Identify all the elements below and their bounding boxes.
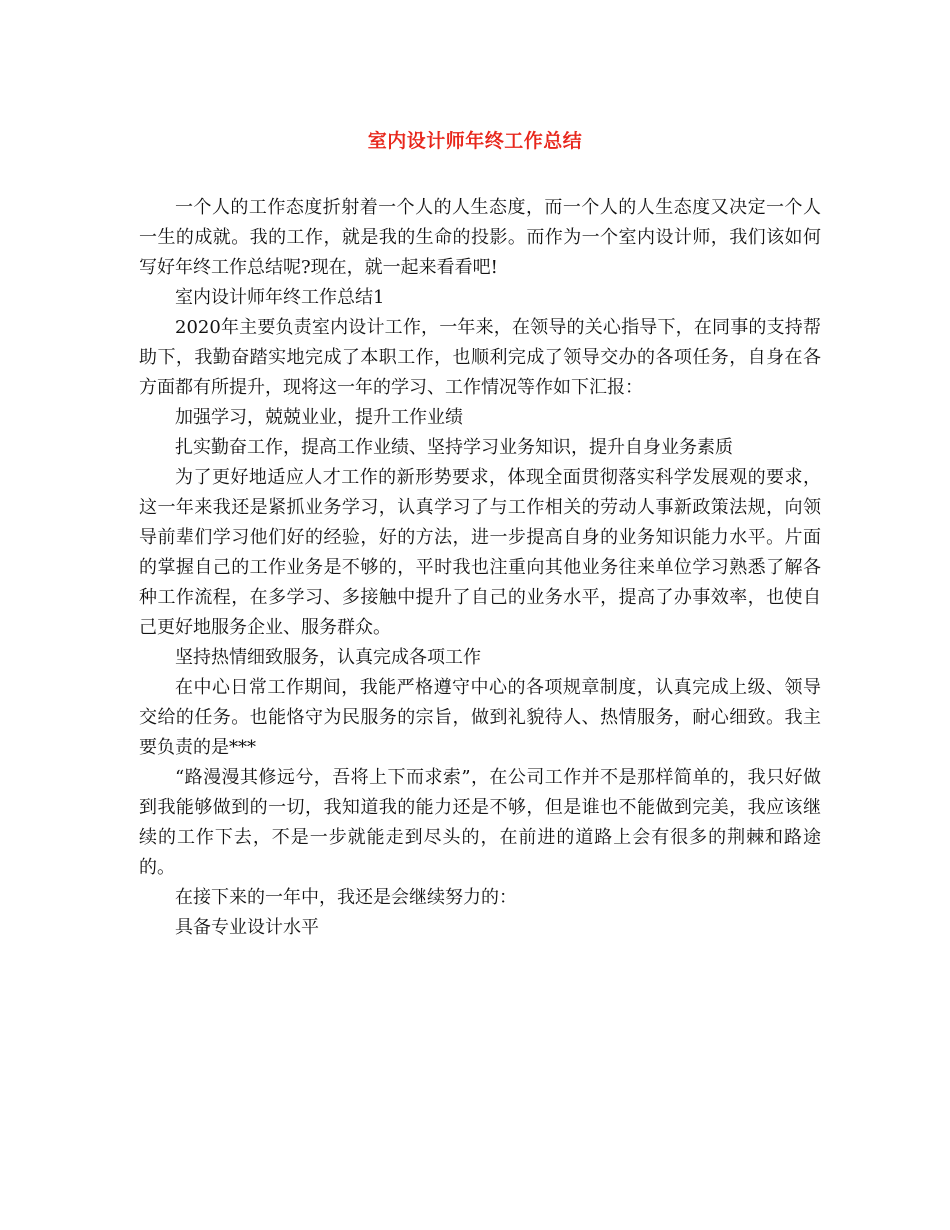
paragraph-learning: 为了更好地适应人才工作的新形势要求，体现全面贯彻落实科学发展观的要求，这一年来我还是紧抓业务学习，认真学习了与工作相关的劳动人事新政策法规，向领导前辈们学习他们好的经验，好的方法，进一步提高自身的业务知识能力水平。片面的掌握自己的工作业务是不够的，平时我也注重向其他业务往来单位学习熟悉了解各种工作流程，在多学习、多接触中提升了自己的业务水平，提高了办事效率，也使自己更好地服务企业、服务群众。 (139, 467, 821, 638)
section-heading-1: 室内设计师年终工作总结1 (175, 287, 385, 308)
subheading-learning: 加强学习，兢兢业业，提升工作业绩 (175, 407, 463, 428)
paragraph-overview: 2020年主要负责室内设计工作，一年来，在领导的关心指导下，在同事的支持帮助下，我勤奋踏实地完成了本职工作，也顺利完成了领导交办的各项任务，自身在各方面都有所提升，现将这一年的学习、工作情况等作如下汇报： (139, 317, 821, 398)
document-title: 室内设计师年终工作总结 (367, 130, 583, 152)
subheading-service: 坚持热情细致服务，认真完成各项工作 (175, 647, 481, 668)
paragraph-next-year: 在接下来的一年中，我还是会继续努力的： (175, 887, 517, 908)
paragraph-quote: “路漫漫其修远兮，吾将上下而求索”，在公司工作并不是那样简单的，我只好做到我能够做到的一切，我知道我的能力还是不够，但是谁也不能做到完美，我应该继续的工作下去，不是一步就能走到尽头的，在前进的道路上会有很多的荆棘和路途的。 (139, 767, 821, 878)
subheading-diligence: 扎实勤奋工作，提高工作业绩、坚持学习业务知识，提升自身业务素质 (175, 437, 733, 458)
subheading-professional: 具备专业设计水平 (175, 917, 319, 938)
paragraph-service: 在中心日常工作期间，我能严格遵守中心的各项规章制度，认真完成上级、领导交给的任务。也能恪守为民服务的宗旨，做到礼貌待人、热情服务，耐心细致。我主要负责的是*** (139, 677, 821, 758)
document-body (139, 193, 821, 943)
paragraph-intro: 一个人的工作态度折射着一个人的人生态度，而一个人的人生态度又决定一个人一生的成就。我的工作，就是我的生命的投影。而作为一个室内设计师，我们该如何写好年终工作总结呢?现在，就一起来看看吧! (139, 197, 821, 278)
